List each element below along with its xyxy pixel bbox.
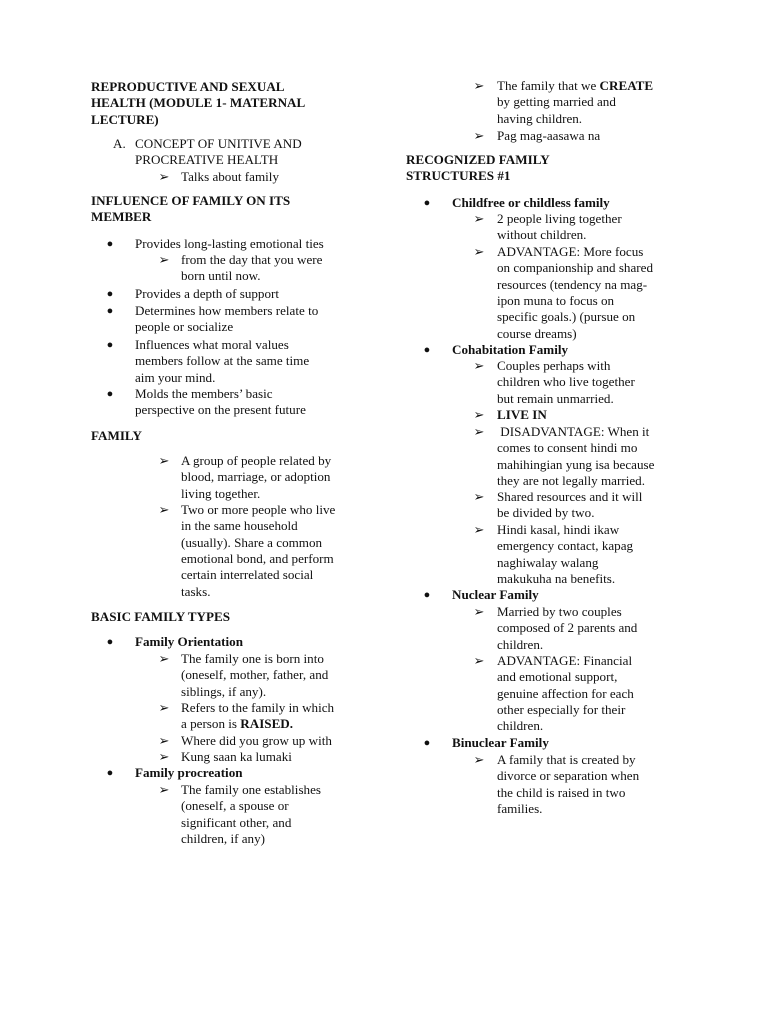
- bullet-icon: ●: [106, 636, 114, 648]
- bullet-icon: ●: [106, 767, 114, 779]
- bullet-icon: ●: [106, 238, 114, 250]
- arrow-bullet-icon: ➢: [473, 752, 485, 767]
- basic-family-types-heading: BASIC FAMILY TYPES: [91, 609, 230, 624]
- arrow-bullet-icon: ➢: [473, 407, 485, 422]
- arrow-bullet-icon: ➢: [473, 653, 485, 668]
- arrow-bullet-icon: ➢: [473, 78, 485, 93]
- arrow-bullet-icon: ➢: [158, 502, 170, 517]
- arrow-bullet-icon: ➢: [473, 424, 485, 439]
- arrow-bullet-icon: ➢: [158, 749, 170, 764]
- section-a-marker: A.: [113, 136, 126, 151]
- bullet-icon: ●: [106, 305, 114, 317]
- family-heading: FAMILY: [91, 428, 142, 443]
- arrow-bullet-icon: ➢: [473, 128, 485, 143]
- arrow-bullet-icon: ➢: [473, 489, 485, 504]
- bullet-icon: ●: [106, 288, 114, 300]
- influence-heading: INFLUENCE OF FAMILY ON ITS MEMBER: [91, 193, 291, 225]
- document-title: REPRODUCTIVE AND SEXUAL HEALTH (MODULE 1- MATERNAL LECTURE): [91, 79, 306, 127]
- bullet-icon: ●: [423, 344, 431, 356]
- arrow-bullet-icon: ➢: [158, 453, 170, 468]
- arrow-bullet-icon: ➢: [158, 782, 170, 797]
- arrow-bullet-icon: ➢: [158, 700, 170, 715]
- recognized-structures-heading: RECOGNIZED FAMILY STRUCTURES #1: [406, 152, 550, 184]
- bullet-icon: ●: [423, 737, 431, 749]
- arrow-bullet-icon: ➢: [473, 522, 485, 537]
- bullet-icon: ●: [423, 589, 431, 601]
- arrow-bullet-icon: ➢: [473, 604, 485, 619]
- bullet-icon: ●: [423, 197, 431, 209]
- arrow-bullet-icon: ➢: [473, 244, 485, 259]
- bullet-icon: ●: [106, 388, 114, 400]
- arrow-bullet-icon: ➢: [158, 252, 170, 267]
- bullet-icon: ●: [106, 339, 114, 351]
- document-page: REPRODUCTIVE AND SEXUAL HEALTH (MODULE 1- MATERNAL LECTURE) A. CONCEPT OF UNITIVE AND PROCREATIVE HEALTH ➢ Talks about family INFLUENCE OF FAMILY ON ITS MEMBER ● Provides long-lasting emotional ties ➢ from the day that you were born until now. ● Provides a depth of support ● Determines how members relate to people or socialize ● Influences what moral values members follow at the same time aim your mind. ● Molds the members’ basic perspective on the present future FAMILY ➢ A group of people related by blood, marriage, or adoption living together. ➢ Two or more people who live in the same household (usually). Share a common emotional bond, and perform certain interrelated social tasks. BASIC FAMILY TYPES ● Family Orientation ➢ The family one is born into (oneself, mother, father, and siblings, if any). ➢ Refers to the family in which a person is RAISED. ➢ Where did you grow up with ➢ Kung saan ka lumaki ● Family procreation ➢ The family one establishes (oneself, a spouse or significant other, and children, if any) ➢ The family that we CREATE by getting married and having children. ➢ Pag mag-aasawa na RECOGNIZED FAMILY STRUCTURES #1 ● Childfree or childless family ➢ 2 people living together without children. ➢ ADVANTAGE: More focus on companionship and shared resources (tendency na mag- ipon muna to focus on specific goals.) (pursue on course dreams) ● Cohabitation Family ➢ Couples perhaps with children who live together but remain unmarried. ➢ LIVE IN ➢ DISADVANTAGE: When it comes to consent hindi mo mahihingian yung isa because they are not legally married. ➢ Shared resources and it will be divided by two. ➢ Hindi kasal, hindi ikaw emergency contact, kapag naghiwalay walang makukuha na benefits. ● Nuclear Family ➢ Married by two couples composed of 2 parents and children. ➢ ADVANTAGE: Financial and emotional support, genuine affection for each other especially for their children. ● Binuclear Family ➢ A family that is created by divorce or separation when the child is raised in two families.: [91, 78, 655, 846]
- arrow-bullet-icon: ➢: [158, 168, 170, 184]
- arrow-bullet-icon: ➢: [473, 211, 485, 226]
- arrow-bullet-icon: ➢: [158, 733, 170, 748]
- arrow-bullet-icon: ➢: [158, 651, 170, 666]
- arrow-bullet-icon: ➢: [473, 358, 485, 373]
